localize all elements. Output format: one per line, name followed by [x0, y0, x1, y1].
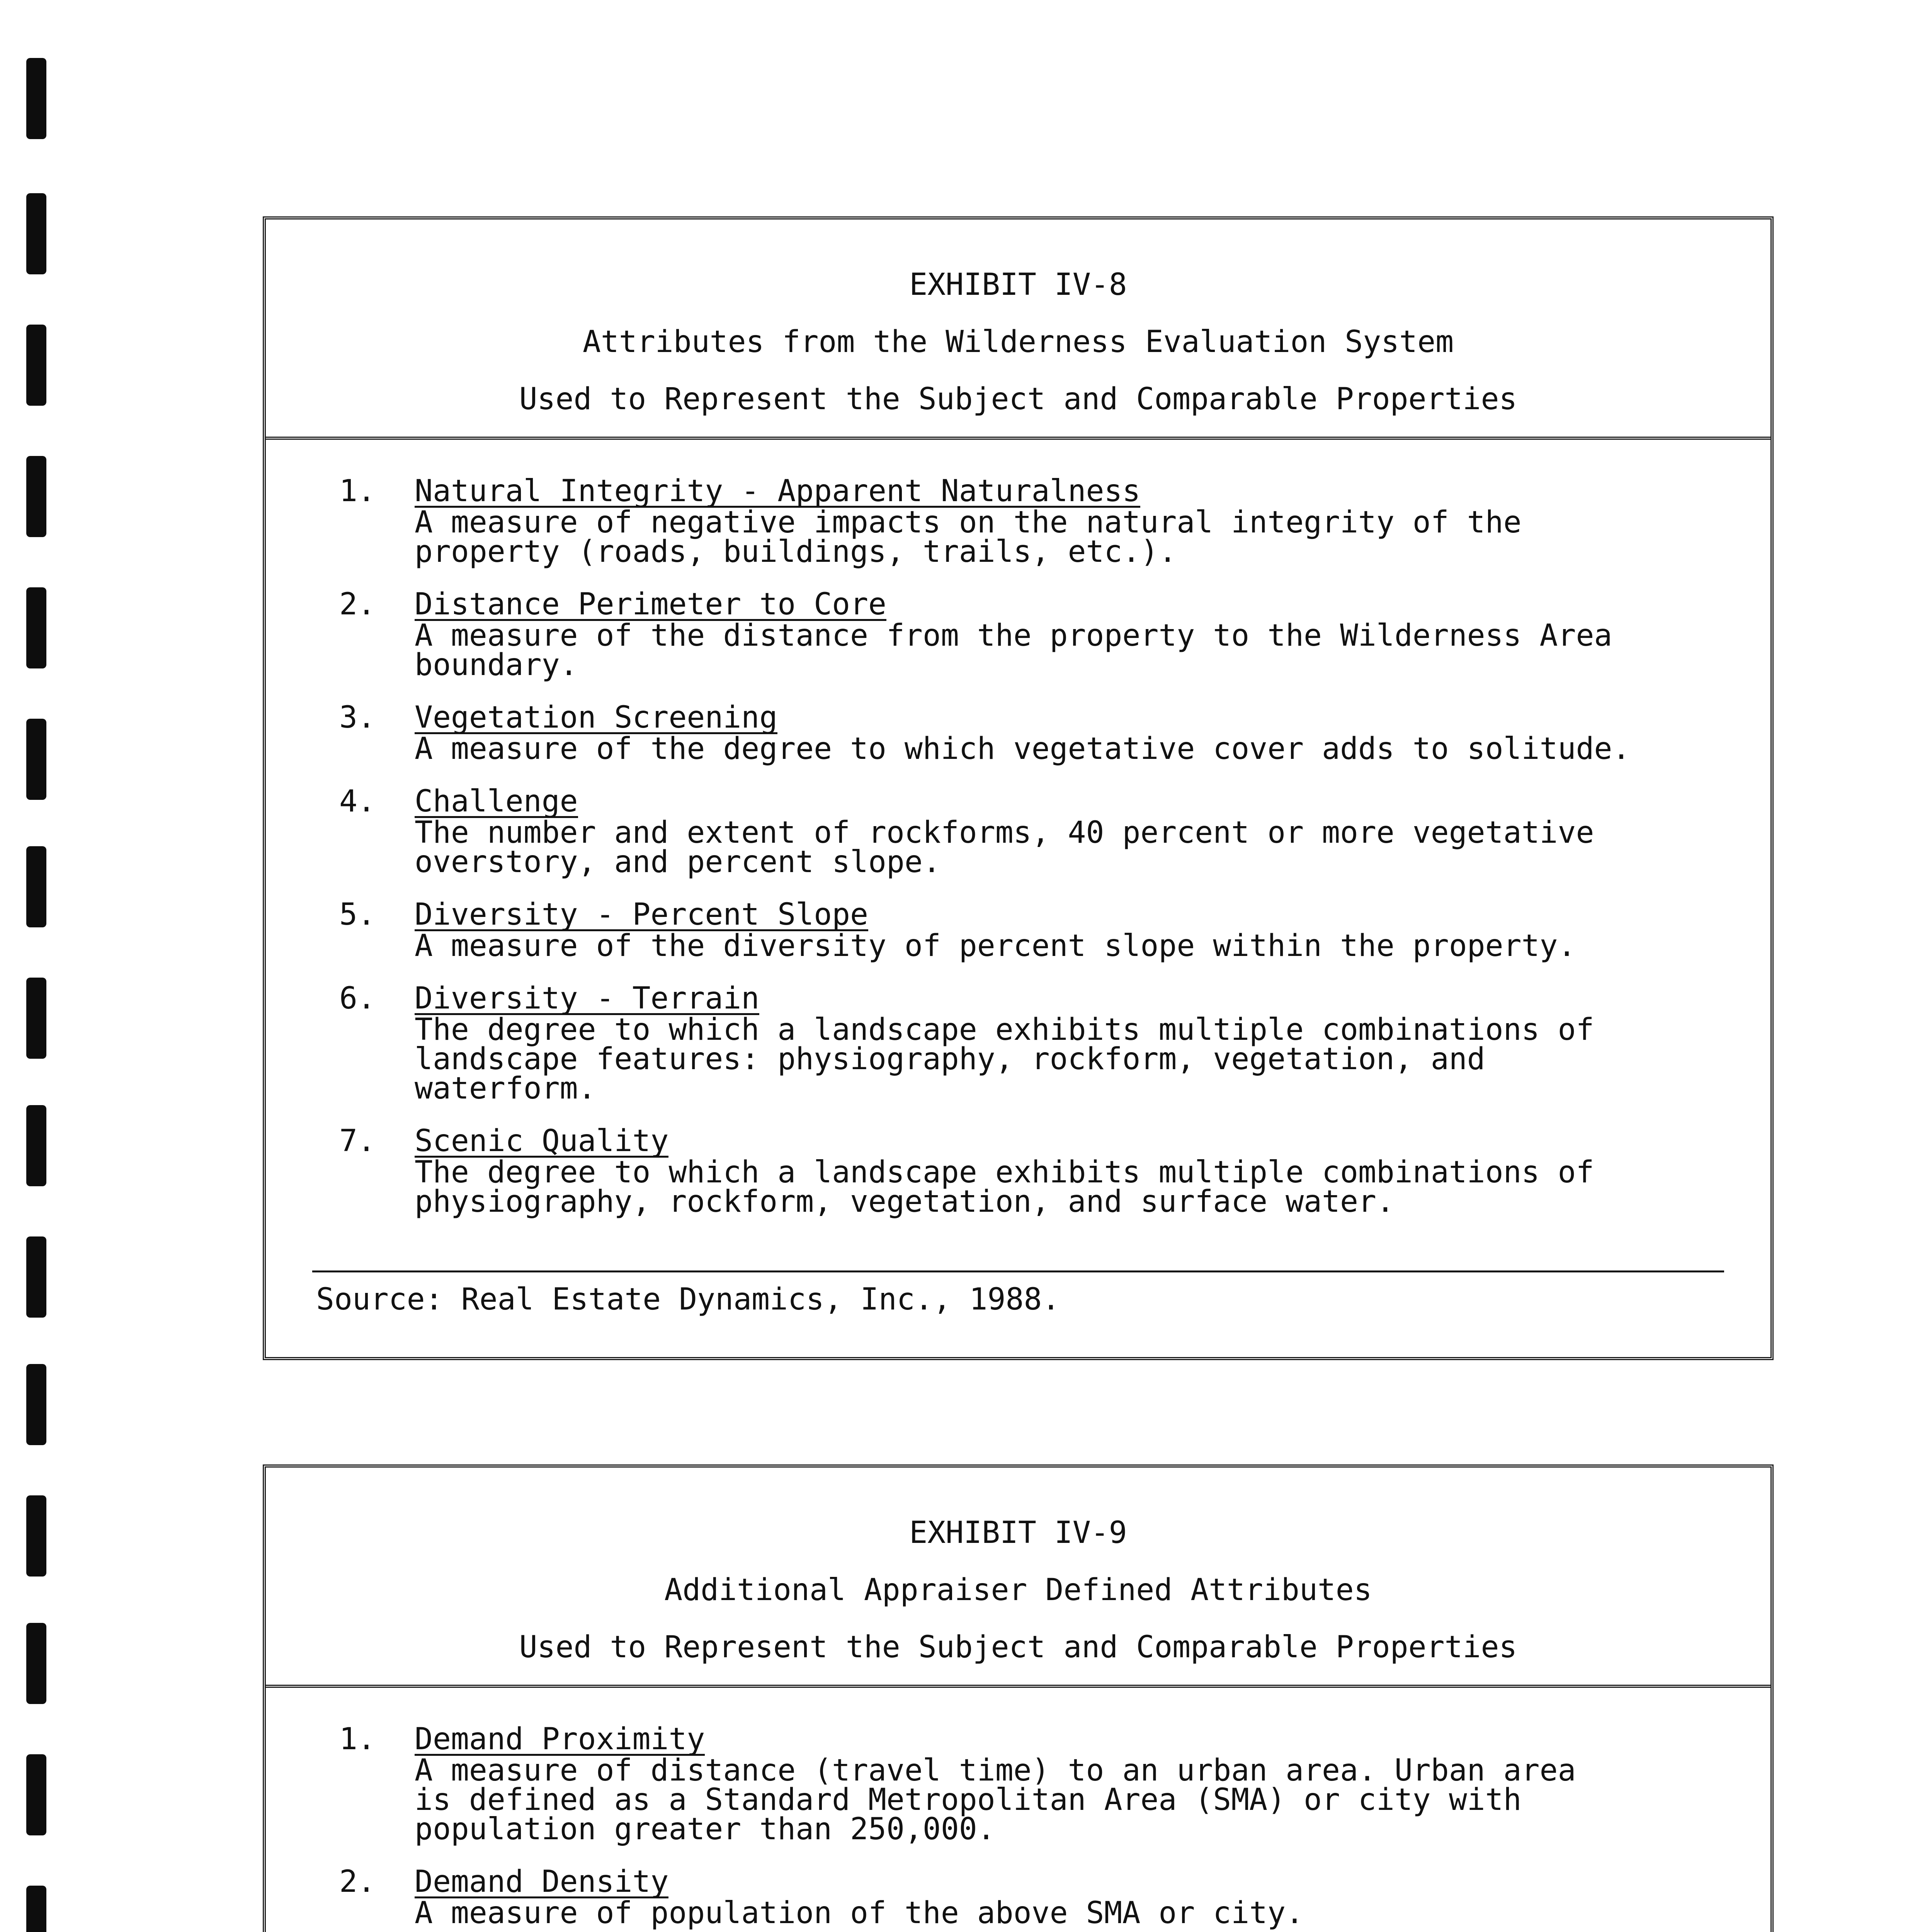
attribute-list — [266, 440, 1770, 1219]
item-description: A measure of negative impacts on the natural integrity of the property (roads, buildings, trails, etc.). — [415, 505, 1522, 569]
exhibit-label: EXHIBIT IV-8 — [909, 267, 1127, 302]
item-description: A measure of population of the above SMA or city. — [415, 1896, 1304, 1930]
item-title: Diversity - Percent Slope — [415, 897, 868, 932]
item-number: 1. — [339, 474, 376, 509]
punch-hole-mark — [26, 1623, 46, 1704]
item-number: 1. — [339, 1722, 376, 1757]
item-description: The degree to which a landscape exhibits multiple combinations of landscape features: physiography, rockform, vegetation, and waterform. — [415, 1012, 1594, 1106]
punch-hole-mark — [26, 587, 46, 668]
item-title: Distance Perimeter to Core — [415, 587, 886, 622]
item-number: 3. — [339, 700, 376, 735]
list-item — [339, 1722, 1770, 1847]
item-number: 4. — [339, 784, 376, 819]
item-description: A measure of the distance from the property to the Wilderness Area boundary. — [415, 618, 1612, 682]
punch-hole-mark — [26, 846, 46, 927]
punch-hole-mark — [26, 1364, 46, 1445]
item-number: 7. — [339, 1124, 376, 1158]
item-title: Natural Integrity - Apparent Naturalness — [415, 474, 1141, 509]
item-number: 2. — [339, 587, 376, 622]
exhibit-header — [266, 1468, 1770, 1688]
item-title: Scenic Quality — [415, 1124, 669, 1158]
exhibit-label: EXHIBIT IV-9 — [909, 1515, 1127, 1550]
list-item — [339, 1864, 1770, 1930]
punch-hole-mark — [26, 456, 46, 537]
item-number: 2. — [339, 1864, 376, 1899]
item-title: Vegetation Screening — [415, 700, 778, 735]
item-title: Diversity - Terrain — [415, 981, 760, 1016]
item-description: A measure of the diversity of percent slope within the property. — [415, 929, 1576, 963]
item-description: A measure of the degree to which vegetative cover adds to solitude. — [415, 731, 1631, 766]
list-item — [339, 1124, 1770, 1219]
exhibit-iv-9 — [263, 1464, 1774, 1932]
punch-hole-mark — [26, 58, 46, 139]
item-description: The degree to which a landscape exhibits multiple combinations of physiography, rockform, vegetation, and surface water. — [415, 1155, 1594, 1219]
exhibit-title: Additional Appraiser Defined Attributes — [664, 1573, 1372, 1607]
source-note: Source: Real Estate Dynamics, Inc., 1988. — [316, 1282, 1060, 1317]
exhibit-subtitle: Used to Represent the Subject and Comparable Properties — [519, 1630, 1517, 1665]
source-divider — [312, 1270, 1724, 1272]
attribute-list — [266, 1688, 1770, 1932]
list-item — [339, 784, 1770, 879]
punch-hole-mark — [26, 1105, 46, 1186]
punch-hole-mark — [26, 1236, 46, 1318]
punch-hole-mark — [26, 1495, 46, 1577]
punch-hole-mark — [26, 193, 46, 274]
item-description: A measure of distance (travel time) to an urban area. Urban area is defined as a Standard Metropolitan Area (SMA) or city with population greater than 250,000. — [415, 1753, 1576, 1847]
list-item — [339, 897, 1770, 963]
exhibit-subtitle: Used to Represent the Subject and Comparable Properties — [519, 382, 1517, 417]
list-item — [339, 587, 1770, 682]
item-title: Challenge — [415, 784, 578, 819]
item-title: Demand Proximity — [415, 1722, 705, 1757]
list-item — [339, 700, 1770, 766]
exhibit-title: Attributes from the Wilderness Evaluation System — [582, 325, 1454, 359]
punch-hole-mark — [26, 1886, 46, 1932]
item-number: 6. — [339, 981, 376, 1016]
list-item — [339, 474, 1770, 569]
punch-hole-mark — [26, 1754, 46, 1835]
list-item — [339, 981, 1770, 1106]
item-description: The number and extent of rockforms, 40 percent or more vegetative overstory, and percent slope. — [415, 815, 1594, 879]
item-title: Demand Density — [415, 1864, 669, 1899]
item-number: 5. — [339, 897, 376, 932]
punch-hole-mark — [26, 978, 46, 1059]
punch-hole-mark — [26, 325, 46, 406]
exhibit-header — [266, 219, 1770, 440]
punch-hole-mark — [26, 719, 46, 800]
exhibit-iv-8 — [263, 216, 1774, 1360]
